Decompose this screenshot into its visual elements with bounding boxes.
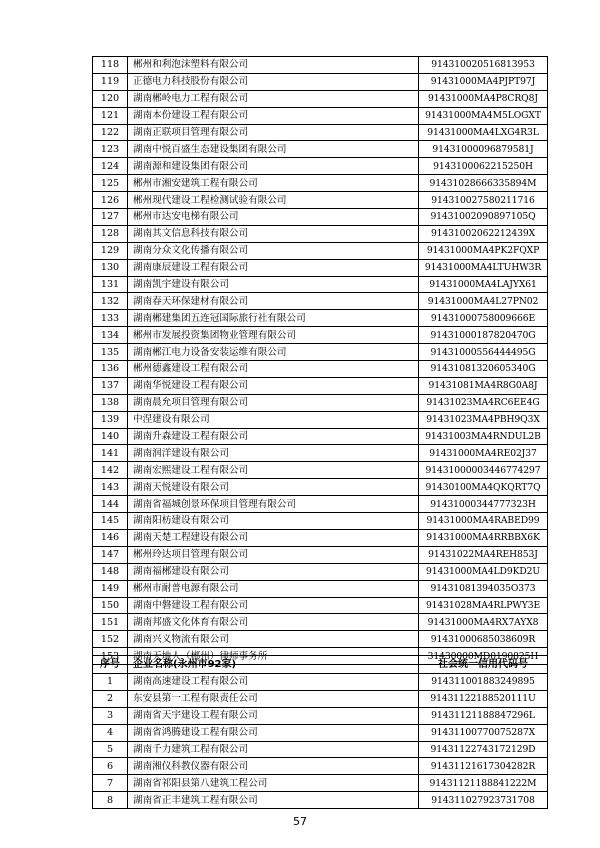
credit-code-cell: 91431081394035O373 (419, 580, 548, 597)
company-name-cell: 湖南本份建设工程有限公司 (128, 107, 419, 124)
company-name-cell: 东安县第一工程有限责任公司 (128, 690, 419, 707)
company-name-cell: 湖南省福城创景环保项目管理有限公司 (128, 496, 419, 513)
company-name-cell: 湖南天楚工程建设有限公司 (128, 529, 419, 546)
table-row (93, 580, 548, 597)
serial-number-cell: 128 (93, 225, 128, 242)
company-name-cell: 正德电力科技股份有限公司 (128, 73, 419, 90)
credit-code-cell: 91431022MA4REH853J (419, 546, 548, 563)
company-name-cell: 湖南郴江电力设备安装运维有限公司 (128, 344, 419, 361)
serial-number-cell: 135 (93, 344, 128, 361)
serial-number-cell: 4 (93, 724, 128, 741)
table-row (93, 724, 548, 741)
company-name-cell: 湖南源和建设集团有限公司 (128, 158, 419, 175)
header-credit-code: 社会统一信用代码号 (419, 656, 548, 674)
table-row (93, 225, 548, 242)
company-name-cell: 湖南郴建集团五连冠国际旅行社有限公司 (128, 310, 419, 327)
credit-code-cell: 91431122743172129D (419, 741, 548, 758)
table-row (93, 563, 548, 580)
company-name-cell: 湖南省天宇建设工程有限公司 (128, 707, 419, 724)
serial-number-cell: 3 (93, 707, 128, 724)
serial-number-cell: 6 (93, 758, 128, 775)
serial-number-cell: 149 (93, 580, 128, 597)
serial-number-cell: 121 (93, 107, 128, 124)
company-name-cell: 湖南千力建筑工程有限公司 (128, 741, 419, 758)
serial-number-cell: 130 (93, 259, 128, 276)
company-name-cell: 湖南升森建设工程有限公司 (128, 428, 419, 445)
company-name-cell: 湖南润洋建设有限公司 (128, 445, 419, 462)
serial-number-cell: 127 (93, 209, 128, 226)
table-row (93, 344, 548, 361)
table-row (93, 792, 548, 809)
serial-number-cell: 123 (93, 141, 128, 158)
credit-code-cell: 91431122188520111U (419, 690, 548, 707)
yongzhou-company-table (92, 655, 548, 809)
credit-code-cell: 91431000MA4M5LOGXT (419, 107, 548, 124)
company-name-cell: 湖南晨允项目管理有限公司 (128, 394, 419, 411)
credit-code-cell: 31430000MD0190825H (419, 648, 548, 665)
credit-code-cell: 91431000MA4LTUHW3R (419, 259, 548, 276)
header-company-name: 企业名称(永州市92家) (128, 656, 419, 674)
company-name-cell: 湖南兴义物流有限公司 (128, 631, 419, 648)
credit-code-cell: 91431100770075287X (419, 724, 548, 741)
table-row (93, 158, 548, 175)
company-name-cell: 郴州市湘安建筑工程有限公司 (128, 175, 419, 192)
credit-code-cell: 91431000MA4P8CRQ8J (419, 90, 548, 107)
table-row (93, 192, 548, 209)
credit-code-cell: 91431000758009666E (419, 310, 548, 327)
table-row (93, 124, 548, 141)
table-row (93, 479, 548, 496)
serial-number-cell: 129 (93, 242, 128, 259)
credit-code-cell: 91431002090897105Q (419, 209, 548, 226)
company-name-cell: 湖南邦盛文化体育有限公司 (128, 614, 419, 631)
company-name-cell: 湖南康辰建设工程有限公司 (128, 259, 419, 276)
table-row (93, 327, 548, 344)
serial-number-cell: 143 (93, 479, 128, 496)
serial-number-cell: 118 (93, 57, 128, 74)
serial-number-cell: 142 (93, 462, 128, 479)
credit-code-cell: 91431081320605340G (419, 361, 548, 378)
table-row (93, 293, 548, 310)
table-row (93, 377, 548, 394)
table2-body (93, 674, 548, 809)
serial-number-cell: 152 (93, 631, 128, 648)
table-row (93, 775, 548, 792)
serial-number-cell: 7 (93, 775, 128, 792)
credit-code-cell: 91431000MA4LD9KD2U (419, 563, 548, 580)
company-name-cell: 郴州市达安电梯有限公司 (128, 209, 419, 226)
credit-code-cell: 91430100MA4QKQRT7Q (419, 479, 548, 496)
table-row (93, 209, 548, 226)
company-name-cell: 郴州德鑫建设工程有限公司 (128, 361, 419, 378)
serial-number-cell: 138 (93, 394, 128, 411)
company-name-cell: 湖南华悦建设工程有限公司 (128, 377, 419, 394)
table1-body (93, 57, 548, 665)
table-row (93, 445, 548, 462)
credit-code-cell: 91431000344777323H (419, 496, 548, 513)
credit-code-cell: 91431081MA4R8G0A8J (419, 377, 548, 394)
table-row (93, 496, 548, 513)
company-name-cell: 郴州市发展投资集团物业管理有限公司 (128, 327, 419, 344)
company-name-cell: 湖南省正丰建筑工程有限公司 (128, 792, 419, 809)
company-name-cell: 中涅建设有限公司 (128, 411, 419, 428)
company-name-cell: 郴州玲达项目管理有限公司 (128, 546, 419, 563)
credit-code-cell: 91431000685038609R (419, 631, 548, 648)
header-serial-number: 序号 (93, 656, 128, 674)
serial-number-cell: 144 (93, 496, 128, 513)
table-row (93, 411, 548, 428)
serial-number-cell: 147 (93, 546, 128, 563)
company-name-cell: 湖南湘仪科教仪器有限公司 (128, 758, 419, 775)
table-row (93, 707, 548, 724)
table-row (93, 614, 548, 631)
serial-number-cell: 1 (93, 674, 128, 691)
table-row (93, 428, 548, 445)
page-number: 57 (293, 815, 307, 828)
credit-code-cell: 91431028MA4RLPWY3E (419, 597, 548, 614)
table-row (93, 107, 548, 124)
company-name-cell: 湖南宏熙建设工程有限公司 (128, 462, 419, 479)
credit-code-cell: 914310027580211716 (419, 192, 548, 209)
credit-code-cell: 91431003MA4RNDUL2B (419, 428, 548, 445)
credit-code-cell: 91431028666335894M (419, 175, 548, 192)
company-name-cell: 湖南中磐建设工程有限公司 (128, 597, 419, 614)
table-row (93, 513, 548, 530)
company-name-cell: 郴州和利泡沫塑料有限公司 (128, 57, 419, 74)
credit-code-cell: 91431000MA4PK2FQXP (419, 242, 548, 259)
serial-number-cell: 133 (93, 310, 128, 327)
credit-code-cell: 91431121617304282R (419, 758, 548, 775)
company-name-cell: 湖南分众文化传播有限公司 (128, 242, 419, 259)
credit-code-cell: 91431000556444495G (419, 344, 548, 361)
table-row (93, 631, 548, 648)
company-name-cell: 湖南中悦百盛生态建设集团有限公司 (128, 141, 419, 158)
company-name-cell: 湖南天地人（郴州）律师事务所 (128, 648, 419, 665)
serial-number-cell: 2 (93, 690, 128, 707)
serial-number-cell: 145 (93, 513, 128, 530)
table-row (93, 394, 548, 411)
credit-code-cell: 91431023MA4PBH9Q3X (419, 411, 548, 428)
credit-code-cell: 914311027923731708 (419, 792, 548, 809)
table-header-row (93, 656, 548, 674)
serial-number-cell: 120 (93, 90, 128, 107)
company-name-cell: 湖南春天环保建材有限公司 (128, 293, 419, 310)
company-name-cell: 湖南省祁阳县第八建筑工程公司 (128, 775, 419, 792)
serial-number-cell: 125 (93, 175, 128, 192)
table-row (93, 141, 548, 158)
serial-number-cell: 132 (93, 293, 128, 310)
serial-number-cell: 119 (93, 73, 128, 90)
company-list-table-continued (92, 56, 548, 665)
table-row (93, 361, 548, 378)
company-name-cell: 湖南其文信息科技有限公司 (128, 225, 419, 242)
credit-code-cell: 91431000MA4LAJYX61 (419, 276, 548, 293)
company-name-cell: 湖南天悦建设有限公司 (128, 479, 419, 496)
table-row (93, 310, 548, 327)
table-row (93, 73, 548, 90)
credit-code-cell: 91431002062212439X (419, 225, 548, 242)
credit-code-cell: 91431000003446774297 (419, 462, 548, 479)
company-name-cell: 湖南福郴建设有限公司 (128, 563, 419, 580)
serial-number-cell: 5 (93, 741, 128, 758)
table-row (93, 242, 548, 259)
serial-number-cell: 146 (93, 529, 128, 546)
company-name-cell: 湖南正联项目管理有限公司 (128, 124, 419, 141)
table-row (93, 57, 548, 74)
serial-number-cell: 140 (93, 428, 128, 445)
serial-number-cell: 131 (93, 276, 128, 293)
credit-code-cell: 914310020516813953 (419, 57, 548, 74)
table-row (93, 546, 548, 563)
serial-number-cell: 136 (93, 361, 128, 378)
company-name-cell: 湖南郴岭电力工程有限公司 (128, 90, 419, 107)
serial-number-cell: 122 (93, 124, 128, 141)
company-name-cell: 郴州市耐普电源有限公司 (128, 580, 419, 597)
serial-number-cell: 137 (93, 377, 128, 394)
serial-number-cell: 8 (93, 792, 128, 809)
credit-code-cell: 91431000MA4L27PN02 (419, 293, 548, 310)
table-row (93, 758, 548, 775)
table-row (93, 259, 548, 276)
credit-code-cell: 91431121188847296L (419, 707, 548, 724)
credit-code-cell: 91431000MA4PJPT97J (419, 73, 548, 90)
table-row (93, 597, 548, 614)
credit-code-cell: 91431000MA4RRBBX6K (419, 529, 548, 546)
serial-number-cell: 126 (93, 192, 128, 209)
table-row (93, 276, 548, 293)
table-row (93, 741, 548, 758)
serial-number-cell: 134 (93, 327, 128, 344)
table-row (93, 674, 548, 691)
company-name-cell: 湖南阳枋建设有限公司 (128, 513, 419, 530)
table-row (93, 90, 548, 107)
serial-number-cell: 151 (93, 614, 128, 631)
serial-number-cell: 139 (93, 411, 128, 428)
company-name-cell: 湖南高速建设工程有限公司 (128, 674, 419, 691)
table-row (93, 462, 548, 479)
credit-code-cell: 91431121188841222M (419, 775, 548, 792)
credit-code-cell: 91431000MA4RX7AYX8 (419, 614, 548, 631)
table2-header (93, 656, 548, 674)
credit-code-cell: 91431000096879581J (419, 141, 548, 158)
table-row (93, 529, 548, 546)
table-row (93, 175, 548, 192)
credit-code-cell: 91431023MA4RC6EE4G (419, 394, 548, 411)
credit-code-cell: 91431000MA4RE02J37 (419, 445, 548, 462)
credit-code-cell: 9143100062215250H (419, 158, 548, 175)
credit-code-cell: 91431000MA4RABED99 (419, 513, 548, 530)
serial-number-cell: 141 (93, 445, 128, 462)
company-name-cell: 郴州现代建设工程检测试验有限公司 (128, 192, 419, 209)
credit-code-cell: 914311001883249895 (419, 674, 548, 691)
company-name-cell: 湖南省鸿腾建设工程有限公司 (128, 724, 419, 741)
credit-code-cell: 91431000MA4LXG4R3L (419, 124, 548, 141)
credit-code-cell: 91431000187820470G (419, 327, 548, 344)
serial-number-cell: 124 (93, 158, 128, 175)
table-row (93, 690, 548, 707)
serial-number-cell: 150 (93, 597, 128, 614)
serial-number-cell: 153 (93, 648, 128, 665)
serial-number-cell: 148 (93, 563, 128, 580)
company-name-cell: 湖南凯宇建设有限公司 (128, 276, 419, 293)
